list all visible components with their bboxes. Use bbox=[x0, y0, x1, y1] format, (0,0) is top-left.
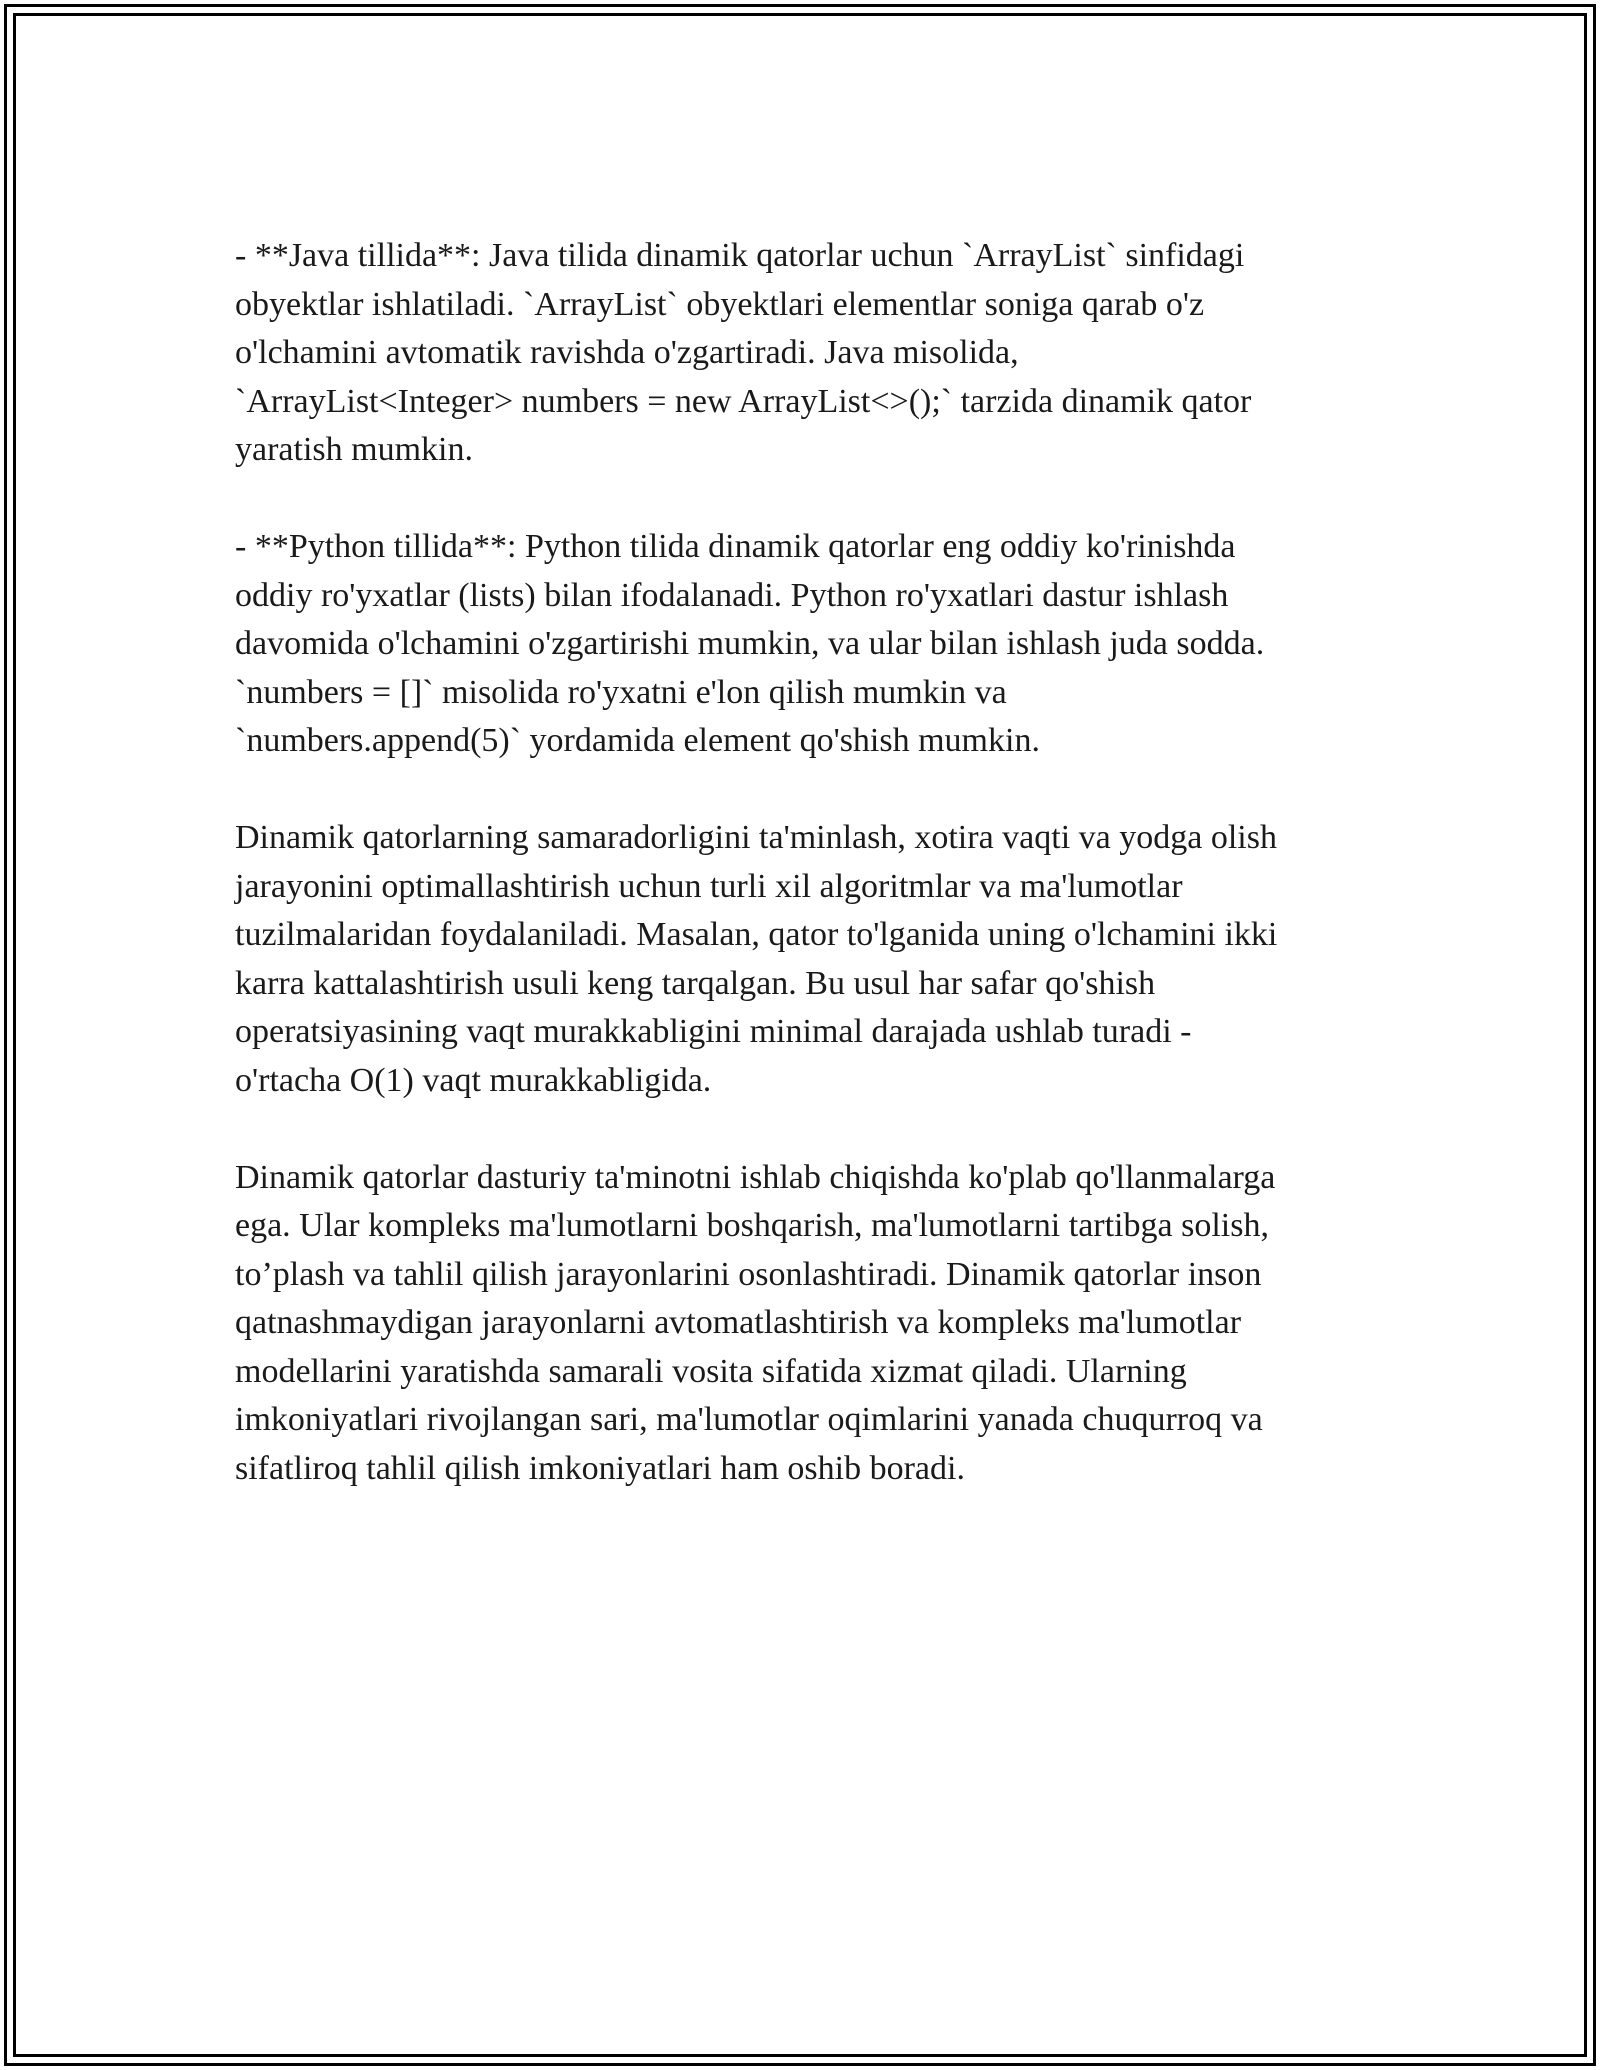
paragraph-efficiency: Dinamik qatorlarning samaradorligini ta'minlash, xotira vaqti va yodga olish jarayonini optimallashtirish uchun turli xil algoritmlar va ma'lumotlar tuzilmalaridan foydalaniladi. Masalan, qator to'lganida uning o'lchamini ikki karra kattalashtirish usuli keng tarqalgan. Bu usul har safar qo'shish operatsiyasining vaqt murakkabligini minimal darajada ushlab turadi - o'rtacha O(1) vaqt murakkabligida. bbox=[235, 819, 1278, 1099]
paragraph-applications: Dinamik qatorlar dasturiy ta'minotni ishlab chiqishda ko'plab qo'llanmalarga ega. Ular kompleks ma'lumotlarni boshqarish, ma'lumotlarni tartibga solish, to’plash va tahlil qilish jarayonlarini osonlashtiradi. Dinamik qatorlar inson qatnashmaydigan jarayonlarni avtomatlashtirish va kompleks ma'lumotlar modellarini yaratishda samarali vosita sifatida xizmat qiladi. Ularning imkoniyatlari rivojlangan sari, ma'lumotlar oqimlarini yanada chuqurroq va sifatliroq tahlil qilish imkoniyatlari ham oshib boradi. bbox=[235, 1158, 1276, 1487]
paragraph-python: - **Python tillida**: Python tilida dinamik qatorlar eng oddiy ko'rinishda oddiy ro'yxatlar (lists) bilan ifodalanadi. Python ro'yxatlari dastur ishlash davomida o'lchamini o'zgartirishi mumkin, va ular bilan ishlash juda sodda. `numbers = []` misolida ro'yxatni e'lon qilish mumkin va `numbers.append(5)` yordamida element qo'shish mumkin. bbox=[235, 528, 1265, 759]
paragraph-java: - **Java tillida**: Java tilida dinamik qatorlar uchun `ArrayList` sinfidagi obyektlar ishlatiladi. `ArrayList` obyektlari elementlar soniga qarab o'z o'lchamini avtomatik ravishda o'zgartiradi. Java misolida, `ArrayList<Integer> numbers = new ArrayList<>();` tarzida dinamik qator yaratish mumkin. bbox=[235, 237, 1252, 468]
document-body bbox=[235, 232, 1385, 1542]
